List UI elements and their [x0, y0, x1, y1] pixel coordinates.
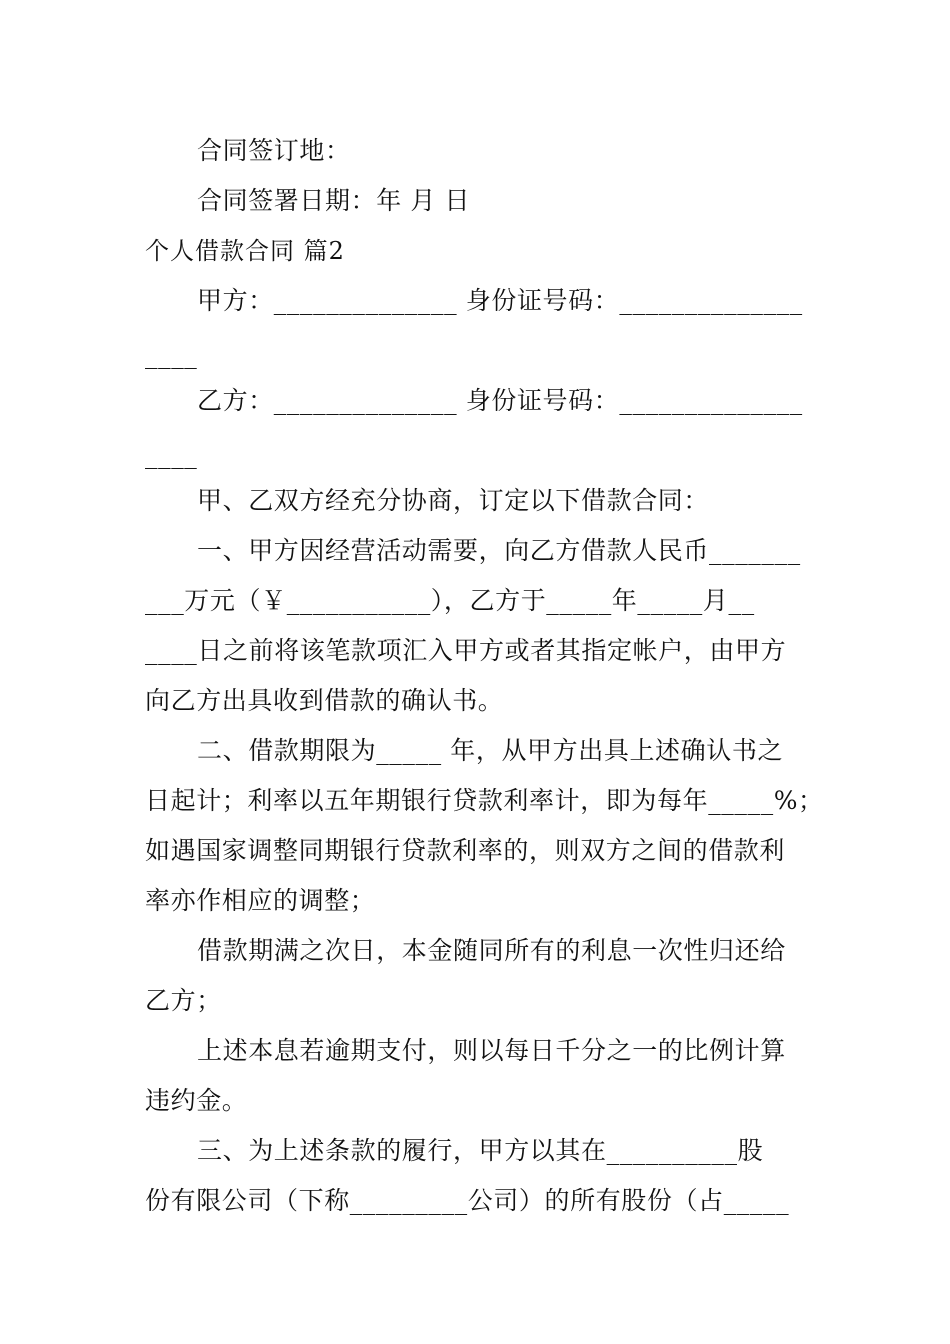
- clause-1-line-3: ____日之前将该笔款项汇入甲方或者其指定帐户，由甲方: [145, 636, 787, 665]
- penalty-line-1: 上述本息若逾期支付，则以每日千分之一的比例计算: [197, 1036, 786, 1065]
- party-b-id-continuation: ____: [145, 440, 198, 469]
- clause-1-line-1: 一、甲方因经营活动需要，向乙方借款人民币_______: [197, 536, 801, 565]
- repayment-line-1: 借款期满之次日，本金随同所有的利息一次性归还给: [197, 936, 786, 965]
- clause-3-line-2: 份有限公司（下称_________公司）的所有股份（占_____: [145, 1186, 790, 1215]
- contract-signing-date: 合同签署日期：年 月 日: [197, 186, 471, 215]
- clause-2-line-3: 如遇国家调整同期银行贷款利率的，则双方之间的借款利: [145, 836, 786, 865]
- party-a-line: 甲方：______________ 身份证号码：______________: [197, 286, 803, 315]
- clause-3-line-1: 三、为上述条款的履行，甲方以其在__________股: [197, 1136, 764, 1165]
- section-heading: 个人借款合同 篇2: [145, 237, 345, 265]
- paragraph-intro: 甲、乙双方经充分协商，订定以下借款合同：: [197, 486, 710, 515]
- party-b-line: 乙方：______________ 身份证号码：______________: [197, 386, 803, 415]
- clause-2-line-2: 日起计；利率以五年期银行贷款利率计，即为每年_____%；: [145, 786, 824, 815]
- clause-2-line-4: 率亦作相应的调整；: [145, 886, 376, 915]
- clause-1-line-4: 向乙方出具收到借款的确认书。: [145, 686, 504, 715]
- contract-signing-place: 合同签订地：: [197, 136, 351, 165]
- clause-2-line-1: 二、借款期限为_____ 年，从甲方出具上述确认书之: [197, 736, 784, 765]
- party-a-id-continuation: ____: [145, 340, 198, 369]
- repayment-line-2: 乙方；: [145, 986, 222, 1015]
- penalty-line-2: 违约金。: [145, 1086, 248, 1115]
- clause-1-line-2: ___万元（￥___________），乙方于_____年_____月__: [145, 586, 755, 615]
